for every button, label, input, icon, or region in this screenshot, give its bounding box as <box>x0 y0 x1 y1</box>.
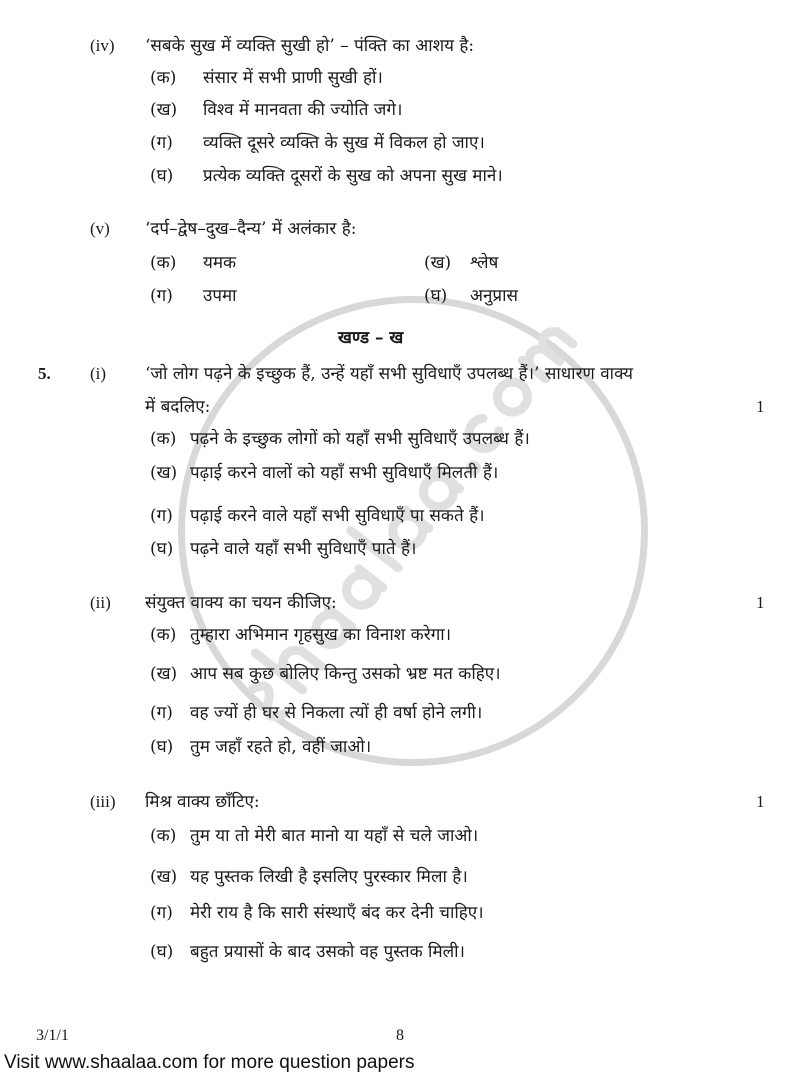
option-row <box>150 429 530 449</box>
option-text: संसार में सभी प्राणी सुखी हों। <box>203 68 383 88</box>
question-text: ‘सबके सुख में व्यक्ति सुखी हो’ – पंक्ति का आशय है: <box>145 36 475 56</box>
question-row <box>38 364 633 384</box>
option-text: व्यक्ति दूसरे व्यक्ति के सुख में विकल हो जाए। <box>203 133 485 153</box>
option-row <box>424 286 518 306</box>
option-row <box>150 703 482 723</box>
marks: 1 <box>756 397 765 416</box>
marks: 1 <box>756 593 765 612</box>
option-text: यमक <box>203 253 237 273</box>
option-text: प्रत्येक व्यक्ति दूसरों के सुख को अपना सुख माने। <box>203 166 503 186</box>
subquestion-number: (ii) <box>90 593 111 612</box>
section-title-text: खण्ड – ख <box>338 328 404 348</box>
option-text: आप सब कुछ बोलिए किन्तु उसको भ्रष्ट मत कहिए। <box>190 664 501 684</box>
option-label: (ग) <box>150 286 173 306</box>
paper-code <box>36 1026 69 1046</box>
option-text: अनुप्रास <box>470 286 518 306</box>
option-label: (ख) <box>150 100 178 120</box>
option-label: (ग) <box>150 133 173 153</box>
question-text: मिश्र वाक्य छाँटिए: <box>145 792 260 812</box>
option-row <box>150 166 503 186</box>
option-text: पढ़ाई करने वालों को यहाँ सभी सुविधाएँ मिलती हैं। <box>190 463 499 483</box>
option-row <box>150 903 484 923</box>
option-row <box>150 463 498 483</box>
option-row <box>150 253 236 273</box>
question-text-continued: में बदलिए: <box>145 397 211 417</box>
visit-link[interactable]: Visit www.shaalaa.com for more question papers <box>4 1052 415 1073</box>
question-number: (iv) <box>90 36 115 55</box>
option-text: तुम या तो मेरी बात मानो या यहाँ से चले जाओ। <box>190 826 479 846</box>
option-label: (घ) <box>150 539 174 559</box>
option-row <box>150 625 451 645</box>
option-label: (ख) <box>150 463 178 483</box>
option-row <box>150 68 383 88</box>
option-label: (ख) <box>150 867 178 887</box>
option-label: (घ) <box>150 737 174 757</box>
option-text: उपमा <box>203 286 237 306</box>
question-text: ‘दर्प–द्वेष–दुख–दैन्य’ में अलंकार है: <box>145 219 357 239</box>
marks: 1 <box>756 792 765 811</box>
option-row <box>150 539 416 559</box>
section-title <box>338 328 403 348</box>
option-row <box>150 133 485 153</box>
page-number-text: 8 <box>396 1027 404 1044</box>
option-row <box>150 664 501 684</box>
option-text: पढ़ने वाले यहाँ सभी सुविधाएँ पाते हैं। <box>190 539 417 559</box>
question-row-continued <box>145 397 210 417</box>
option-label: (ग) <box>150 703 173 723</box>
subquestion-number: (i) <box>90 364 107 383</box>
option-row <box>150 826 478 846</box>
option-text: पढ़ने के इच्छुक लोगों को यहाँ सभी सुविधाएँ उपलब्ध हैं। <box>190 429 530 449</box>
option-text: पढ़ाई करने वाले यहाँ सभी सुविधाएँ पा सकते हैं। <box>190 506 485 526</box>
option-label: (घ) <box>424 286 448 306</box>
option-row <box>424 253 498 273</box>
question-text: ‘जो लोग पढ़ने के इच्छुक हैं, उन्हें यहाँ सभी सुविधाएँ उपलब्ध हैं।’ साधारण वाक्य <box>145 364 634 384</box>
question-row <box>90 219 356 239</box>
option-row <box>150 737 371 757</box>
question-row <box>90 792 260 812</box>
option-label: (ग) <box>150 506 173 526</box>
option-label: (घ) <box>150 942 174 962</box>
option-row <box>150 286 237 306</box>
question-number: 5. <box>38 364 51 383</box>
question-row <box>90 593 337 613</box>
option-text: तुम जहाँ रहते हो, वहीं जाओ। <box>190 737 372 757</box>
paper-code-text: 3/1/1 <box>36 1027 69 1044</box>
option-text: तुम्हारा अभिमान गृहसुख का विनाश करेगा। <box>190 625 452 645</box>
option-text: मेरी राय है कि सारी संस्थाएँ बंद कर देनी चाहिए। <box>190 903 484 923</box>
option-label: (क) <box>150 826 177 846</box>
page-number <box>396 1026 404 1046</box>
option-row <box>150 506 485 526</box>
option-text: वह ज्यों ही घर से निकला त्यों ही वर्षा होने लगी। <box>190 703 483 723</box>
option-label: (क) <box>150 625 177 645</box>
question-text: संयुक्त वाक्य का चयन कीजिए: <box>145 593 337 613</box>
option-text: विश्व में मानवता की ज्योति जगे। <box>203 100 403 120</box>
option-label: (घ) <box>150 166 174 186</box>
option-text: यह पुस्तक लिखी है इसलिए पुरस्कार मिला है। <box>190 867 468 887</box>
subquestion-number: (iii) <box>90 792 116 811</box>
option-text: श्लेष <box>470 253 499 273</box>
option-row <box>150 942 465 962</box>
option-row <box>150 867 468 887</box>
option-label: (क) <box>150 253 177 273</box>
option-label: (ख) <box>150 664 178 684</box>
option-label: (ग) <box>150 903 173 923</box>
option-text: बहुत प्रयासों के बाद उसको वह पुस्तक मिली। <box>190 942 465 962</box>
option-label: (क) <box>150 68 177 88</box>
option-label: (ख) <box>424 253 452 273</box>
option-label: (क) <box>150 429 177 449</box>
question-number: (v) <box>90 219 110 238</box>
option-row <box>150 100 402 120</box>
question-row <box>90 36 474 56</box>
